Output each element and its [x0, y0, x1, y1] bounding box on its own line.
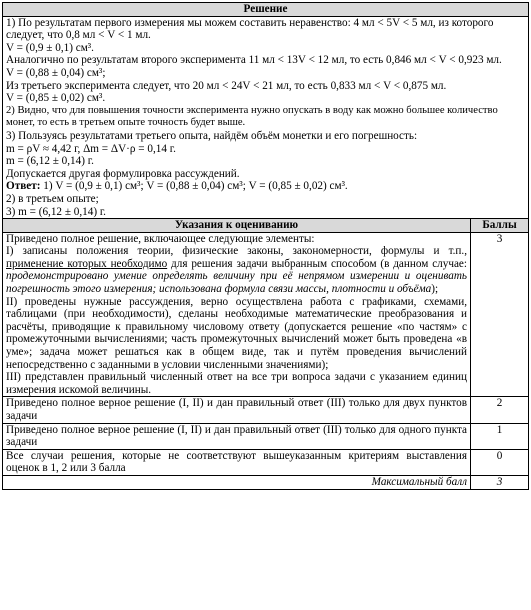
criterion-text: Приведено полное верное решение (I, II) и дан правильный ответ (III) только для одного пункта задачи — [3, 423, 471, 449]
criterion-element-3: III) представлен правильный численный ответ на все три вопроса задачи с указанием единиц измерения искомой величины. — [6, 371, 467, 396]
solution-line: V = (0,9 ± 0,1) см³. — [6, 41, 94, 54]
solution-line: V = (0,88 ± 0,04) см³; — [6, 66, 106, 79]
solution-line: 3) Пользуясь результатами третьего опыта, найдём объём монетки и его погрешность: — [6, 129, 418, 142]
solution-line: m = ρV ≈ 4,42 г, Δm = ΔV·ρ = 0,14 г. — [6, 142, 176, 155]
score-cell: 2 — [471, 397, 529, 423]
assessment-sheet — [2, 2, 528, 490]
solution-line: 2) Видно, что для повышения точности эксперимента нужно опускать в воду как можно большее количество монет, то есть в третьем опыте точность будет выше. — [6, 104, 498, 129]
solution-header-row — [3, 3, 529, 17]
criterion-element-2: II) проведены нужные рассуждения, верно осуществлена работа с графиками, схемами, таблицами (при необходимости), сделаны необходимые математические преобразования и расчёты, приводящие к правильному числовому ответу (допускается решение «по частям» с промежуточными вычислениями; часть промежуточных вычислений может быть проведена «в уме»; задача может решаться как в общем виде, так и путём проведения вычислений непосредственно с заданными в условии численными значениями); — [6, 295, 467, 371]
solution-line: 3) m = (6,12 ± 0,14) г. — [6, 205, 106, 218]
assessment-table — [2, 2, 529, 490]
criteria-header-row — [3, 219, 529, 233]
solution-line: Допускается другая формулировка рассуждений. — [6, 167, 240, 180]
solution-line: Аналогично по результатам второго эксперимента 11 мл < 13V < 12 мл, то есть 0,846 мл < V < 0,923 мл. — [6, 54, 502, 67]
score-cell: 1 — [471, 423, 529, 449]
solution-header: Решение — [3, 3, 529, 17]
criterion-text: Все случаи решения, которые не соответствуют вышеуказанным критериям выставления оценок в 1, 2 или 3 балла — [3, 449, 471, 475]
criteria-row-2 — [3, 397, 529, 423]
answer-text: 1) V = (0,9 ± 0,1) см³; V = (0,88 ± 0,04) см³; V = (0,85 ± 0,02) см³. — [40, 180, 348, 193]
solution-line: 1) По результатам первого измерения мы можем составить неравенство: 4 мл < 5V < 5 мл, из которого следует, что 0,8 мл < V < 1 мл. — [6, 16, 494, 42]
criteria-header: Указания к оцениванию — [3, 219, 471, 233]
solution-line: V = (0,85 ± 0,02) см³. — [6, 92, 106, 105]
answer-label: Ответ: — [6, 180, 41, 193]
criterion-text: Приведено полное верное решение (I, II) и дан правильный ответ (III) только для двух пунктов задачи — [3, 397, 471, 423]
score-cell: 3 — [471, 232, 529, 397]
points-header: Баллы — [471, 219, 529, 233]
score-cell: 0 — [471, 449, 529, 475]
criterion-element-1: I) записаны положения теории, физические законы, закономерности, формулы и т.п., применение которых необходимо для решения задачи выбранным способом (в данном случае: продемонстрировано умение определять величину при её непрямом измерении и оценивать погрешность этого измерения; использована формула связи массы, плотности и объёма); — [6, 245, 468, 296]
criteria-row-1 — [3, 423, 529, 449]
solution-line: Из третьего эксперимента следует, что 20 мл < 24V < 21 мл, то есть 0,833 мл < V < 0,875 мл. — [6, 79, 447, 92]
solution-line: 2) в третьем опыте; — [6, 192, 99, 205]
solution-line: m = (6,12 ± 0,14) г. — [6, 155, 94, 168]
answer-line — [6, 180, 525, 193]
solution-body — [3, 16, 529, 219]
criterion-intro: Приведено полное решение, включающее следующие элементы: — [6, 232, 315, 245]
max-score-row — [3, 475, 529, 489]
criteria-row-0 — [3, 449, 529, 475]
max-score-value: 3 — [471, 475, 529, 489]
solution-row — [3, 16, 529, 219]
criterion-text — [3, 232, 471, 397]
max-score-label: Максимальный балл — [3, 475, 471, 489]
criteria-row-3 — [3, 232, 529, 397]
